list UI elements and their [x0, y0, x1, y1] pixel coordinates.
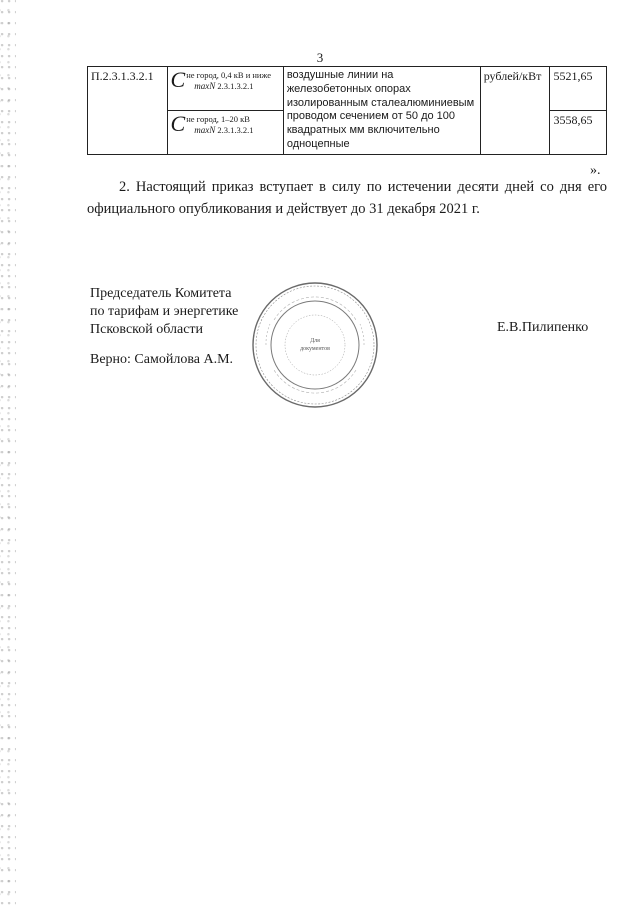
- rate-symbol: [167, 67, 283, 111]
- symbol-note: не город, 0,4 кВ и ниже: [186, 70, 271, 80]
- seal-inner-text: Для: [310, 338, 320, 344]
- symbol-index: maxN: [194, 124, 216, 135]
- item-unit: рублей/кВт: [480, 67, 550, 155]
- symbol-code: 2.3.1.3.2.1: [217, 81, 254, 91]
- item-description: воздушные линии на железобетонных опорах изолированным сталеалюминиевым проводом сечением от 50 до 100 квадратных мм включительно одноцепные: [283, 67, 480, 155]
- rate-value: 5521,65: [550, 67, 607, 111]
- seal-inner-text: документов: [300, 346, 330, 352]
- symbol-letter: C: [170, 110, 186, 136]
- symbol-index: maxN: [194, 81, 216, 91]
- verno-line: Верно: Самойлова А.М.: [90, 352, 234, 367]
- rate-symbol: [167, 110, 283, 154]
- official-seal: [250, 280, 380, 410]
- symbol-note: не город, 1–20 кВ: [186, 113, 250, 124]
- symbol-code: 2.3.1.3.2.1: [217, 124, 254, 135]
- page-number: 3: [316, 50, 324, 65]
- symbol-letter: C: [170, 67, 186, 92]
- signatory-title-line: Псковской области: [90, 322, 204, 337]
- scan-edge-noise: [0, 0, 16, 905]
- paragraph-2: 2. Настоящий приказ вступает в силу по истечении десяти дней со дня его официального опубликования и действует до 31 декабря 2021 г.: [87, 179, 607, 217]
- table-row: [88, 67, 607, 111]
- rate-value: 3558,65: [550, 110, 607, 154]
- closing-quote: ».: [590, 163, 601, 178]
- signatory-title: [90, 285, 238, 339]
- signatory-name: Е.В.Пилипенко: [497, 320, 589, 335]
- tariff-table: [87, 66, 607, 155]
- signatory-title-line: по тарифам и энергетике: [90, 304, 239, 319]
- item-code: П.2.3.1.3.2.1: [88, 67, 168, 155]
- signatory-title-line: Председатель Комитета: [90, 286, 232, 301]
